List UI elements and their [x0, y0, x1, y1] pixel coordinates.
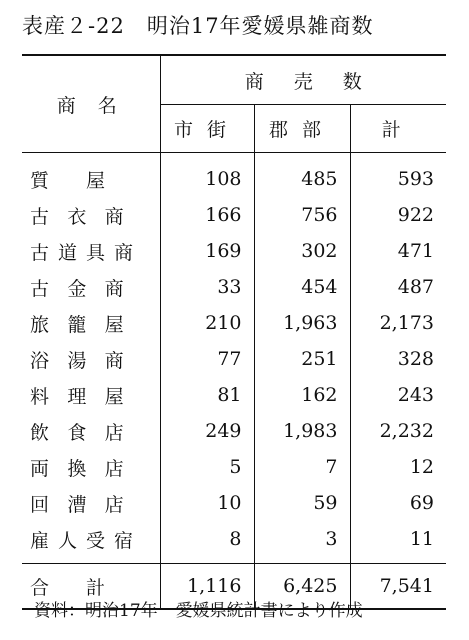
cell-gunbu: 454	[254, 269, 350, 305]
cell-shigai: 108	[160, 153, 254, 198]
row-name-char: 屋	[104, 385, 124, 408]
cell-shigai: 249	[160, 413, 254, 449]
row-name-char: 旅	[30, 313, 50, 336]
cell-kei: 487	[397, 276, 434, 298]
table-row	[22, 341, 446, 377]
table-row	[22, 485, 446, 521]
row-name-char: 漕	[67, 493, 87, 516]
table-title	[22, 10, 374, 40]
row-name-char: 籠	[67, 313, 87, 336]
cell-kei: 12	[409, 456, 434, 478]
cell-gunbu: 7	[254, 449, 350, 485]
row-name	[22, 413, 160, 449]
row-name-char: 湯	[67, 349, 87, 372]
row-name-chars	[30, 526, 142, 553]
cell-shigai: 77	[160, 341, 254, 377]
table-row	[22, 521, 446, 564]
merchant-count-table	[22, 54, 446, 610]
row-name-chars	[30, 166, 142, 193]
source-note	[34, 596, 363, 621]
row-name-char: 浴	[30, 349, 50, 372]
row-name-char: 古	[30, 205, 50, 228]
row-name-char: 回	[30, 493, 50, 516]
row-name-char: 古	[30, 277, 50, 300]
cell-gunbu: 162	[254, 377, 350, 413]
row-name-chars	[30, 238, 142, 265]
cell-kei: 2,173	[379, 312, 434, 334]
row-name	[22, 377, 160, 413]
cell-kei: 922	[397, 204, 434, 226]
cell-shigai: 166	[160, 197, 254, 233]
header-group-label: 商売数	[244, 70, 392, 93]
row-name-char: 屋	[104, 313, 124, 336]
total-gunbu: 6,425	[254, 564, 350, 610]
row-name	[22, 197, 160, 233]
cell-gunbu: 302	[254, 233, 350, 269]
row-name-chars	[30, 202, 142, 229]
cell-shigai: 210	[160, 305, 254, 341]
row-name-char: 商	[104, 277, 124, 300]
row-name-char: 換	[67, 457, 87, 480]
cell-shigai: 33	[160, 269, 254, 305]
total-kei: 7,541	[350, 564, 446, 610]
table-row	[22, 377, 446, 413]
row-name-char: 料	[30, 385, 50, 408]
header-name: 商名	[22, 55, 160, 153]
row-name-char: 店	[104, 493, 124, 516]
table-body	[22, 153, 446, 564]
cell-kei: 69	[409, 492, 434, 514]
table-row	[22, 305, 446, 341]
row-name-char: 具	[86, 241, 106, 264]
cell-shigai: 8	[160, 521, 254, 564]
cell-gunbu: 1,963	[254, 305, 350, 341]
row-name	[22, 521, 160, 564]
cell-kei: 11	[409, 528, 434, 550]
cell-gunbu: 485	[254, 153, 350, 198]
row-name-char: 商	[104, 349, 124, 372]
row-name-char: 商	[114, 241, 134, 264]
row-name-chars	[30, 346, 142, 373]
row-name	[22, 485, 160, 521]
cell-kei: 328	[397, 348, 434, 370]
table-row	[22, 197, 446, 233]
row-name	[22, 341, 160, 377]
cell-kei: 243	[397, 384, 434, 406]
table-row	[22, 233, 446, 269]
cell-shigai: 169	[160, 233, 254, 269]
source-label: 資料：明治17年	[34, 601, 158, 621]
total-name-char: 計	[86, 576, 106, 599]
row-name-chars	[30, 274, 142, 301]
cell-kei: 2,232	[379, 420, 434, 442]
row-name-chars	[30, 418, 142, 445]
cell-gunbu: 756	[254, 197, 350, 233]
row-name-char: 理	[67, 385, 87, 408]
cell-kei: 471	[397, 240, 434, 262]
row-name-char: 両	[30, 457, 50, 480]
row-name	[22, 305, 160, 341]
table-row	[22, 269, 446, 305]
row-name-char: 道	[58, 241, 78, 264]
total-shigai: 1,116	[160, 564, 254, 610]
row-name-char: 古	[30, 241, 50, 264]
row-name-char: 商	[104, 205, 124, 228]
header-group	[160, 55, 446, 105]
row-name	[22, 269, 160, 305]
row-name-char: 受	[86, 529, 106, 552]
header-shigai: 市街	[160, 105, 254, 153]
total-name-char: 合	[30, 576, 50, 599]
cell-gunbu: 251	[254, 341, 350, 377]
row-name-char: 金	[67, 277, 87, 300]
source-text: 愛媛県統計書により作成	[175, 601, 363, 621]
row-name-char: 店	[104, 421, 124, 444]
table-number: 表産２-22	[22, 14, 125, 38]
row-name-chars	[30, 454, 142, 481]
header-kei: 計	[350, 105, 446, 153]
row-name-char: 人	[58, 529, 78, 552]
table-row	[22, 153, 446, 198]
cell-shigai: 81	[160, 377, 254, 413]
row-name-char: 屋	[86, 169, 106, 192]
row-name-char: 質	[30, 169, 50, 192]
cell-gunbu: 1,983	[254, 413, 350, 449]
cell-shigai: 5	[160, 449, 254, 485]
row-name-chars	[30, 310, 142, 337]
cell-shigai: 10	[160, 485, 254, 521]
row-name-chars	[30, 382, 142, 409]
row-name-char: 宿	[114, 529, 134, 552]
cell-kei: 593	[397, 168, 434, 190]
row-name-char: 雇	[30, 529, 50, 552]
table-title-text: 明治17年愛媛県雑商数	[146, 14, 374, 38]
table-row	[22, 449, 446, 485]
cell-gunbu: 3	[254, 521, 350, 564]
header-gunbu: 郡部	[254, 105, 350, 153]
row-name-char: 店	[104, 457, 124, 480]
row-name	[22, 233, 160, 269]
row-name-chars	[30, 490, 142, 517]
row-name	[22, 153, 160, 198]
row-name	[22, 449, 160, 485]
cell-gunbu: 59	[254, 485, 350, 521]
row-name-char: 衣	[67, 205, 87, 228]
row-name-char: 飲	[30, 421, 50, 444]
row-name-char: 食	[67, 421, 87, 444]
table-row	[22, 413, 446, 449]
